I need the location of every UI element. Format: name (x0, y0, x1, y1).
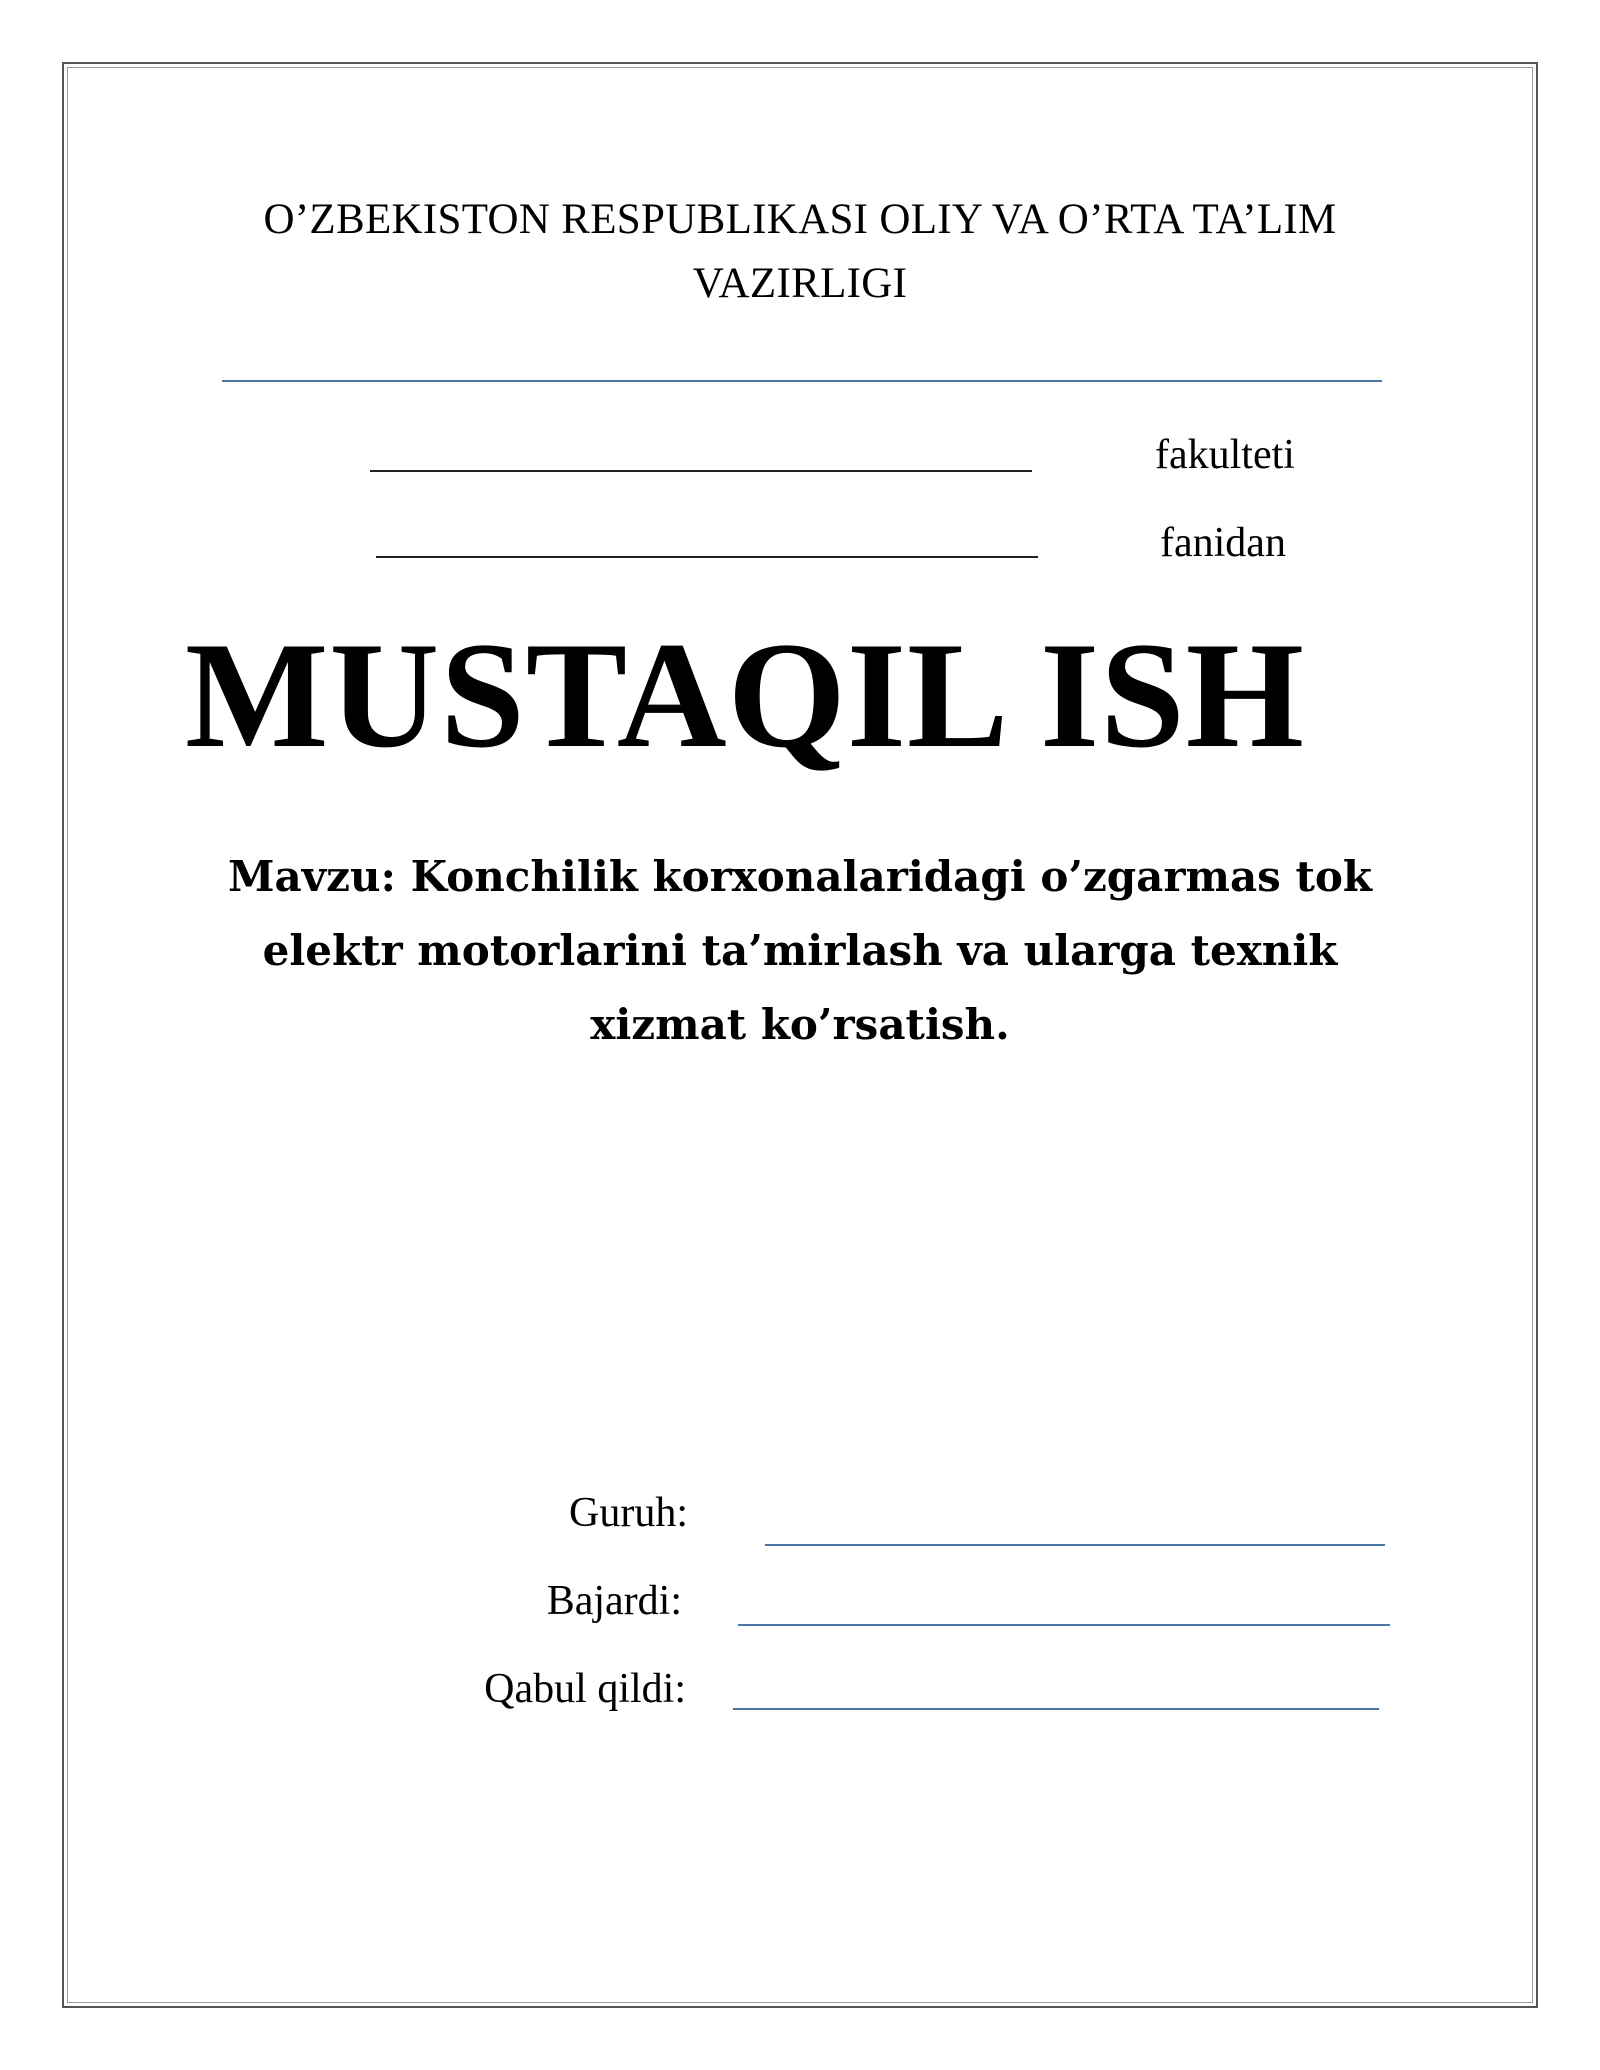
university-name-line (222, 380, 1382, 382)
topic-line3: xizmat ko’rsatish. (590, 1000, 1010, 1049)
topic-block (160, 840, 1440, 1062)
subject-name-line (376, 556, 1038, 558)
topic-line1: Mavzu: Konchilik korxonalaridagi o’zgarmas tok (228, 852, 1372, 901)
group-label: Guruh: (569, 1490, 688, 1536)
subject-label: fanidan (1160, 520, 1286, 566)
done-by-line (738, 1624, 1390, 1626)
accepted-by-line (733, 1708, 1379, 1710)
faculty-label: fakulteti (1155, 432, 1295, 478)
document-title: MUSTAQIL ISH (185, 611, 1305, 779)
faculty-name-line (370, 470, 1032, 472)
ministry-heading (150, 188, 1450, 316)
ministry-heading-line1: O’ZBEKISTON RESPUBLIKASI OLIY VA O’RTA TA’LIM (263, 196, 1337, 243)
ministry-heading-line2: VAZIRLIGI (692, 260, 908, 307)
accepted-by-label: Qabul qildi: (484, 1666, 686, 1712)
done-by-label: Bajardi: (546, 1578, 682, 1624)
group-line (765, 1544, 1385, 1546)
topic-line2: elektr motorlarini ta’mirlash va ularga texnik (262, 926, 1338, 975)
